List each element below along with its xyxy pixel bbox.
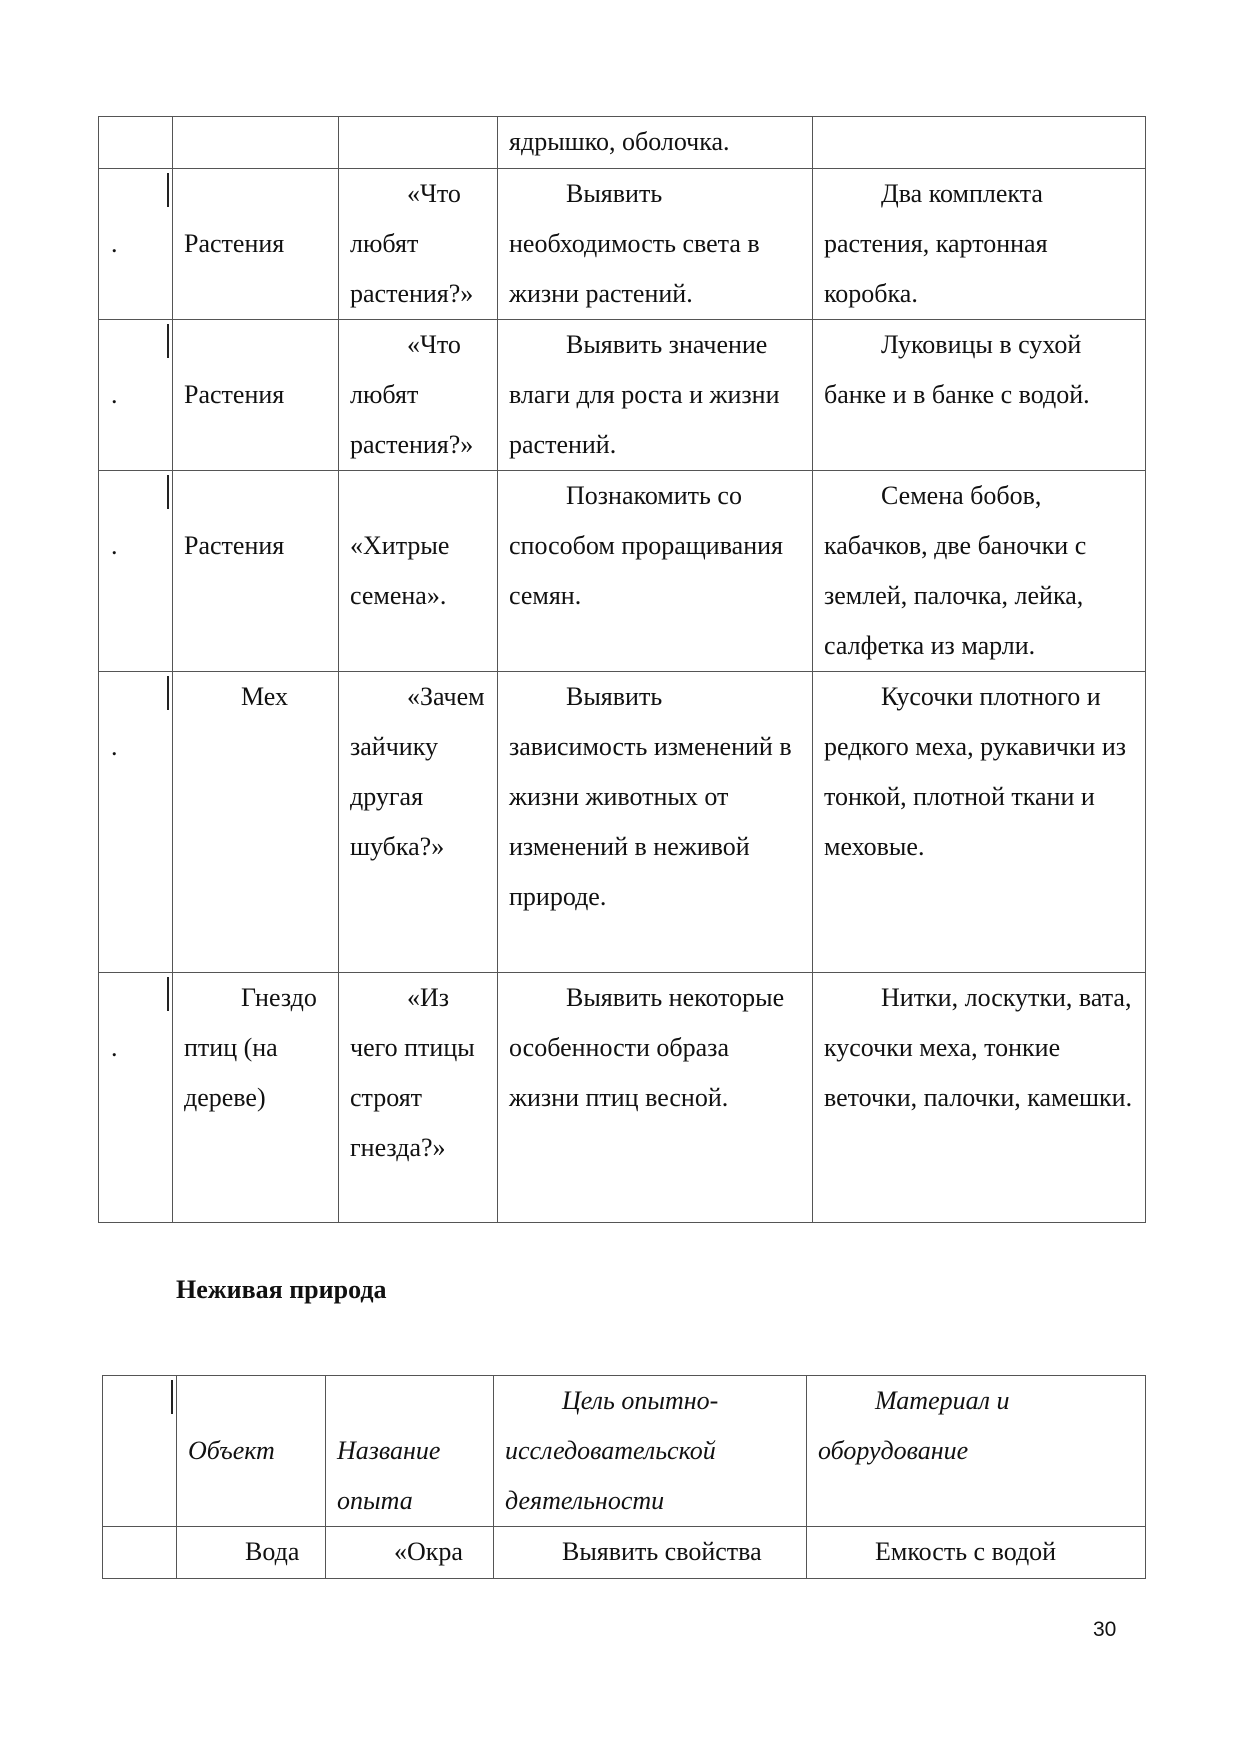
row-number-cell [103, 1527, 177, 1579]
page-number: 30 [1093, 1618, 1117, 1641]
non-living-nature-table [102, 1375, 1146, 1579]
table-row [99, 672, 1146, 973]
object-cell: Гнездо птиц (на дереве) [173, 973, 339, 1223]
row-number-mark: . [111, 229, 118, 258]
row-number-mark: . [111, 1033, 118, 1062]
goal-cell: Выявить свойства [494, 1527, 807, 1579]
row-number-cell [99, 973, 173, 1223]
table-row [99, 471, 1146, 672]
living-nature-table [98, 116, 1146, 1223]
table-header-row [103, 1376, 1146, 1527]
object-header: Объект [177, 1376, 326, 1527]
object-cell: Растения [173, 320, 339, 471]
title-cell: «Из чего птицы строят гнезда?» [339, 973, 498, 1223]
material-cell [813, 117, 1146, 169]
goal-cell: Выявить значение влаги для роста и жизни растений. [498, 320, 813, 471]
material-header: Материал и оборудование [807, 1376, 1146, 1527]
title-cell: «Что любят растения?» [339, 169, 498, 320]
row-number-cell [99, 169, 173, 320]
table-row [99, 320, 1146, 471]
title-cell [339, 117, 498, 169]
goal-cell: Выявить необходимость света в жизни растений. [498, 169, 813, 320]
object-cell: Вода [177, 1527, 326, 1579]
goal-cell: Познакомить со способом проращивания семян. [498, 471, 813, 672]
title-cell: «Окра [326, 1527, 494, 1579]
material-cell: Семена бобов, кабачков, две баночки с землей, палочка, лейка, салфетка из марли. [813, 471, 1146, 672]
object-cell: Растения [173, 169, 339, 320]
table-row [99, 169, 1146, 320]
goal-cell: ядрышко, оболочка. [498, 117, 813, 169]
row-number-cell [99, 471, 173, 672]
title-header: Название опыта [326, 1376, 494, 1527]
row-number-header [103, 1376, 177, 1527]
material-cell: Луковицы в сухой банке и в банке с водой. [813, 320, 1146, 471]
object-cell [173, 117, 339, 169]
table-row [103, 1527, 1146, 1579]
section-heading: Неживая природа [176, 1275, 387, 1304]
title-cell: «Хитрые семена». [339, 471, 498, 672]
row-number-cell [99, 117, 173, 169]
goal-cell: Выявить зависимость изменений в жизни животных от изменений в неживой природе. [498, 672, 813, 973]
material-cell: Нитки, лоскутки, вата, кусочки меха, тонкие веточки, палочки, камешки. [813, 973, 1146, 1223]
title-cell: «Что любят растения?» [339, 320, 498, 471]
material-cell: Емкость с водой [807, 1527, 1146, 1579]
material-cell: Кусочки плотного и редкого меха, рукавички из тонкой, плотной ткани и меховые. [813, 672, 1146, 973]
material-cell: Два комплекта растения, картонная коробка. [813, 169, 1146, 320]
table-row [99, 117, 1146, 169]
object-cell: Растения [173, 471, 339, 672]
row-number-cell [99, 672, 173, 973]
title-cell: «Зачем зайчику другая шубка?» [339, 672, 498, 973]
row-number-mark: . [111, 531, 118, 560]
goal-cell: Выявить некоторые особенности образа жизни птиц весной. [498, 973, 813, 1223]
row-number-mark: . [111, 732, 118, 761]
row-number-cell [99, 320, 173, 471]
object-cell: Мех [173, 672, 339, 973]
row-number-mark: . [111, 380, 118, 409]
table-row [99, 973, 1146, 1223]
goal-header: Цель опытно-исследовательской деятельности [494, 1376, 807, 1527]
